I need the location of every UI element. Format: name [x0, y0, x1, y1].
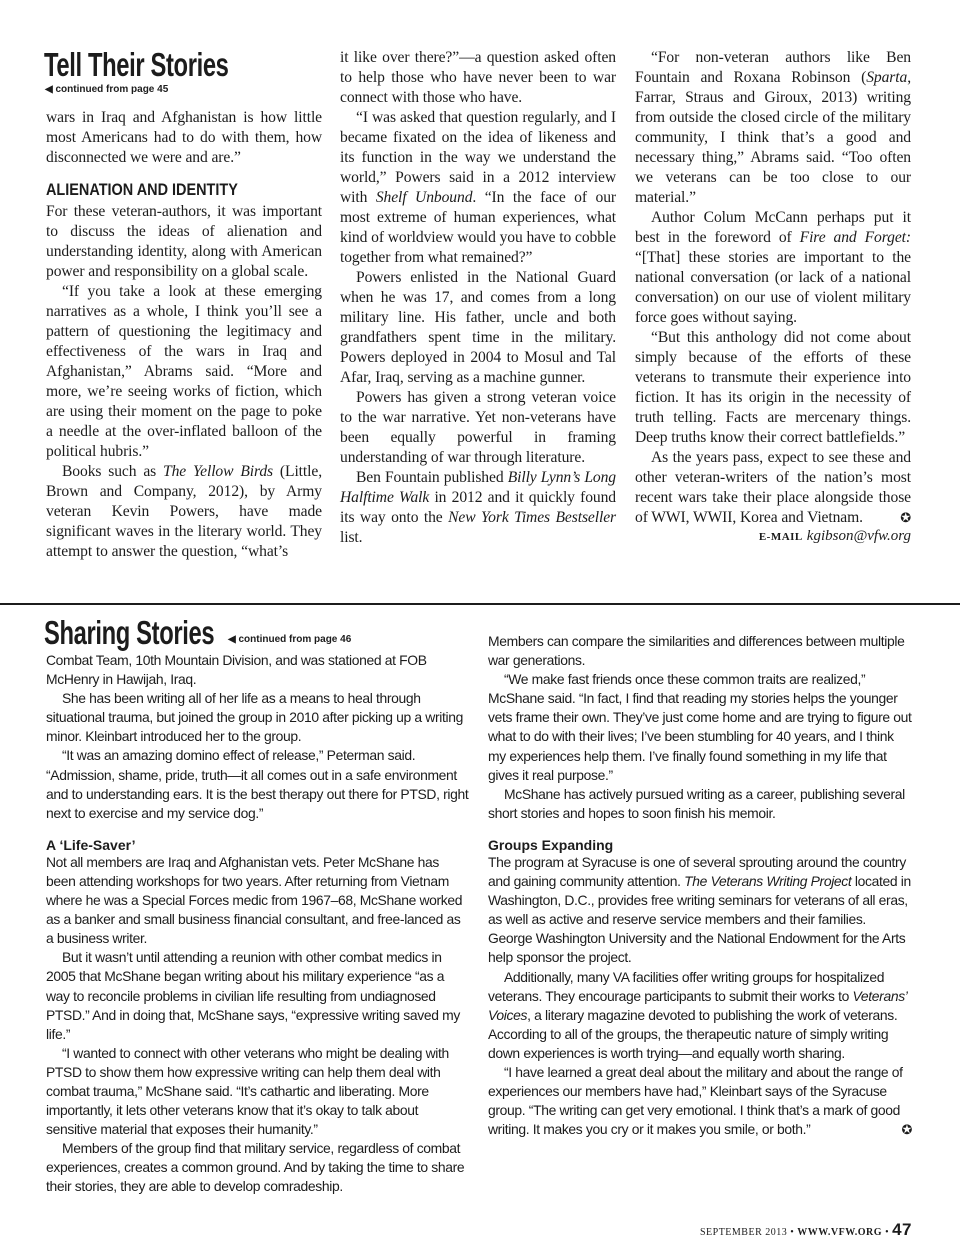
- book-title: Fire and Forget:: [799, 229, 911, 246]
- continued-from-label: ◀ continued from page 46: [228, 634, 352, 645]
- paragraph: “We make fast friends once these common traits are realized,” McShane said. “In fact, I find that reading my stories helps the younger vets frame their own. They’ve just come home and are trying to figure out what to do with their lives; I’ve been stumbling for 40 years, and I think my experiences help them. I’ve finally found something in my life that gives it real purpose.”: [488, 671, 912, 783]
- paragraph: “If you take a look at these emerging narratives as a whole, I think you’ll see a pattern of questioning the legitimacy and effectiveness of the wars in Iraq and Afghanistan,” Abrams said. “More and more, we’re seeing works of fiction, which are using their moment on the page to poke a needle at the over-inflated balloon of the political hubris.”: [46, 283, 322, 460]
- issue-date: SEPTEMBER 2013: [699, 1227, 788, 1238]
- article-column-1: [46, 108, 322, 562]
- paragraph: it like over there?”—a question asked often to help those who have never been to war connect with those who have.: [340, 49, 616, 106]
- paragraph: As the years pass, expect to see these and other veteran-writers of the nation’s most recent wars take their place alongside those of WWI, WWII, Korea and Vietnam. ✪: [635, 449, 911, 526]
- page-footer: [700, 1220, 912, 1240]
- paragraph: She has been writing all of her life as a means to heal through situational trauma, but joined the group in 2010 after picking up a writing minor. Kleinbart introduced her to the group.: [46, 690, 463, 745]
- paragraph: Author Colum McCann perhaps put it best in the foreword of Fire and Forget: “[That] these stories are important to the national conversation (or lack of a national conversation) on our use of violent military force goes without saying.: [635, 209, 911, 326]
- footer-separator: •: [790, 1227, 795, 1238]
- email-address[interactable]: kgibson@vfw.org: [806, 528, 911, 544]
- book-title: The Yellow Birds: [163, 463, 274, 480]
- paragraph: Additionally, many VA facilities offer writing groups for hospitalized veterans. They encourage participants to submit their works to Veterans’ Voices, a literary magazine devoted to publishing the work of veterans. According to all of the groups, the therapeutic nature of simply writing down experiences is worth trying—and equally worth sharing.: [488, 968, 907, 1061]
- list-title: New York Times Bestseller: [448, 509, 616, 526]
- section-heading: Groups Expanding: [488, 836, 614, 853]
- end-of-article-icon: ✪: [900, 510, 911, 525]
- publication-title: Shelf Unbound: [375, 189, 473, 206]
- section-heading: ALIENATION AND IDENTITY: [46, 180, 238, 199]
- article-title: Sharing Stories: [44, 614, 215, 651]
- continued-from-label: ◀ continued from page 45: [45, 84, 169, 95]
- page-number: 47: [892, 1220, 912, 1239]
- paragraph: Ben Fountain published Billy Lynn’s Long Halftime Walk in 2012 and it quickly found its way onto the New York Times Bestseller list.: [340, 469, 616, 546]
- magazine-title: Veterans’ Voices: [488, 987, 907, 1023]
- paragraph: “For non-veteran authors like Ben Fountain and Roxana Robinson (Sparta, Farrar, Straus and Giroux, 2013) writing from outside the closed circle of the military community, I think that’s a good and necessary thing,” Abrams said. “Too often we veterans can be too close to our material.”: [635, 49, 911, 206]
- section-heading: A ‘Life-Saver’: [46, 836, 136, 853]
- paragraph: wars in Iraq and Afghanistan is how little most Americans had to do with them, how disconnected we were and are.”: [46, 109, 322, 166]
- paragraph: “It was an amazing domino effect of release,” Peterman said. “Admission, shame, pride, truth—it all comes out in a safe environment and to understanding ears. It is the best therapy out there for PTSD, right next to exercise and my service dog.”: [46, 747, 469, 821]
- paragraph: Powers enlisted in the National Guard when he was 17, and comes from a long military line. His father, uncle and both grandfathers spent time in the military. Powers deployed in 2004 to Mosul and Tal Afar, Iraq, serving as a machine gunner.: [340, 269, 616, 386]
- book-title: Sparta: [866, 69, 908, 86]
- article-column-2: [488, 632, 912, 1139]
- paragraph: But it wasn’t until attending a reunion with other combat medics in 2005 that McShane began writing about his military experience “as a way to reconcile problems in civilian life resulting from undiagnosed PTSD.” And in doing that, McShane says, “expressive writing saved my life.”: [46, 949, 460, 1042]
- book-title: Billy Lynn’s Long Halftime Walk: [340, 469, 616, 506]
- website-link[interactable]: WWW.VFW.ORG: [797, 1227, 883, 1238]
- paragraph: Powers has given a strong veteran voice to the war narrative. Yet non-veterans have been equally powerful in framing understanding of war through literature.: [340, 389, 616, 466]
- email-label: E-MAIL: [758, 531, 803, 543]
- paragraph: “I have learned a great deal about the military and about the range of experiences our members have had,” Kleinbart says of the Syracuse group. “The writing can get very emotional. I think that’s a mark of good writing. It makes you cry or it makes you smile, or both.” ✪: [488, 1063, 912, 1139]
- paragraph: “I wanted to connect with other veterans who might be dealing with PTSD to show them how expressive writing can help them deal with combat trauma,” McShane said. “It’s cathartic and liberating. More importantly, it lets other veterans know that it’s okay to talk about sensitive material that exposes their humanity.”: [46, 1044, 449, 1138]
- article-column-1: [46, 651, 470, 1197]
- paragraph: Combat Team, 10th Mountain Division, and was stationed at FOB McHenry in Hawijah, Iraq.: [46, 652, 427, 688]
- author-email: [635, 528, 911, 545]
- paragraph: Members of the group find that military service, regardless of combat experiences, creates a common ground. And by taking the time to share their stories, they are able to develop comradeship.: [46, 1140, 465, 1195]
- paragraph: “But this anthology did not come about simply because of the efforts of these veterans to transmute their experience into fiction. It has its origin in the necessity of truth telling. Facts are mercenary things. Deep truths know their correct battlefields.”: [635, 329, 911, 446]
- paragraph: “I was asked that question regularly, and I became fixated on the idea of likeness and its function in the way we understand the world,” Powers said in a 2012 interview with Shelf Unbound. “In the face of our most extreme of human experiences, what kind of worldview would you have to cobble together from what remained?”: [340, 109, 617, 266]
- paragraph: Not all members are Iraq and Afghanistan vets. Peter McShane has been attending workshops for two years. After returning from Vietnam where he was a Special Forces medic from 1967–68, McShane worked as a banker and small business financial consultant, and free-lanced as a business writer.: [46, 853, 463, 947]
- section-divider: [0, 603, 960, 605]
- end-of-article-icon: ✪: [901, 1122, 912, 1138]
- footer-separator: •: [885, 1227, 890, 1238]
- paragraph: The program at Syracuse is one of several sprouting around the country and gaining community attention. The Veterans Writing Project located in Washington, D.C., provides free writing seminars for veterans of all eras, as well as active and reserve service members and their families. George Washington University and the National Endowment for the Arts help sponsor the project.: [488, 853, 911, 966]
- article-column-3: [635, 48, 911, 545]
- paragraph: McShane has actively pursued writing as a career, publishing several short stories and hopes to soon finish his memoir.: [488, 785, 905, 821]
- paragraph: For these veteran-authors, it was important to discuss the ideas of alienation and understanding identity, along with American power and responsibility on a global scale.: [46, 203, 322, 280]
- article-title: Tell Their Stories: [44, 46, 229, 83]
- paragraph: Books such as The Yellow Birds (Little, Brown and Company, 2012), by Army veteran Kevin Powers, have made significant waves in the literary world. They attempt to answer the question, “what’s: [46, 463, 322, 560]
- paragraph: Members can compare the similarities and differences between multiple war generations.: [488, 633, 905, 669]
- organization-title: The Veterans Writing Project: [684, 873, 852, 890]
- article-column-2: [340, 48, 616, 548]
